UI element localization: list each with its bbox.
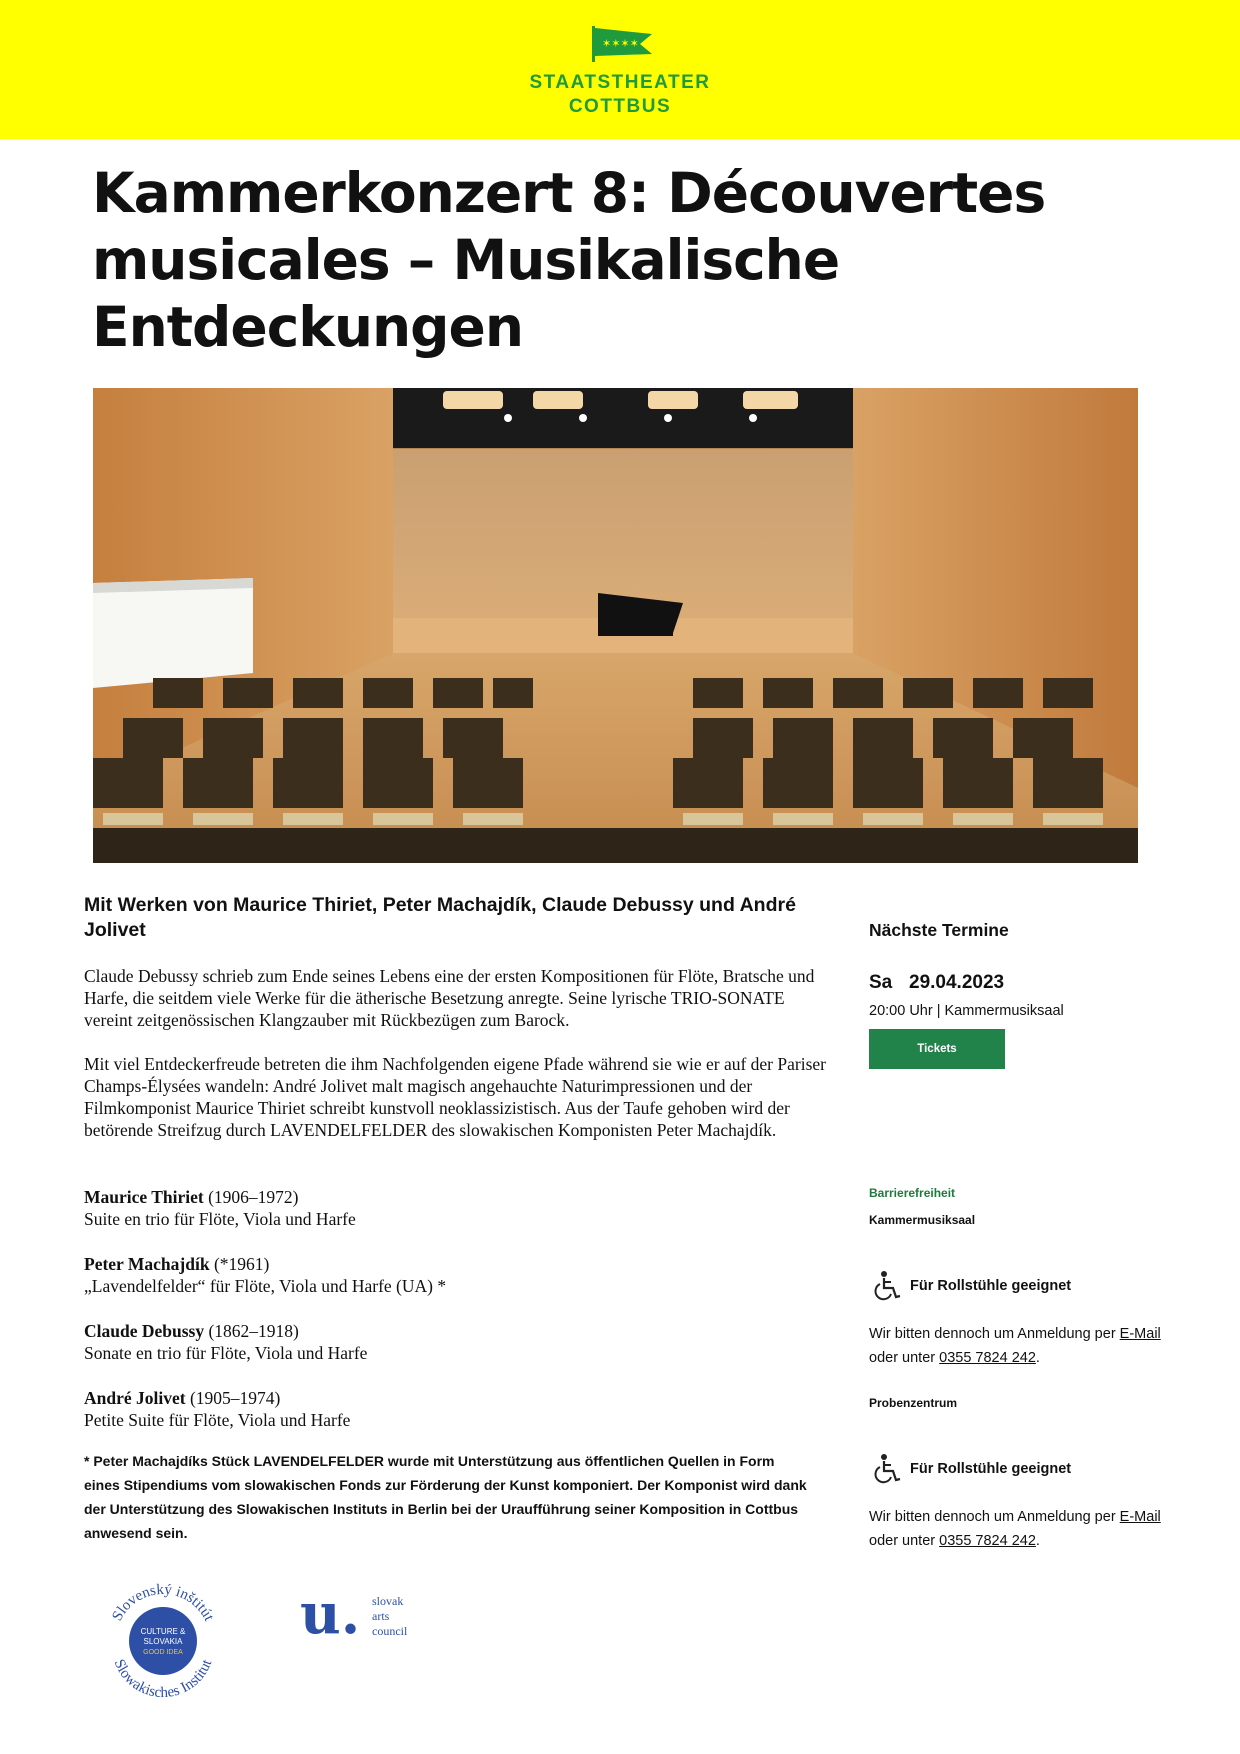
si-bottom-arc: Slowakisches Institut (110, 1657, 216, 1702)
si-top-arc: Slovenský inštitút (109, 1581, 217, 1624)
intro-paragraph-2: Mit viel Entdeckerfreude betreten die ihm Nachfolgenden eigene Pfade während sie wie er auf der Pariser Champs-Élysées wandeln: André Jolivet malt magisch angehauchte Naturimpressionen und der Filmkomponist Maurice Thiriet schreibt kunstvoll neoklassizistisch. Aus der Taufe gehoben wird der betörende Streifzug durch LAVENDELFELDER des slowakischen Komponisten Peter Machajdík. (84, 1054, 826, 1140)
wheelchair-icon (873, 1453, 903, 1485)
event-time-venue: 20:00 Uhr | Kammermusiksaal (869, 1003, 1064, 1019)
program-item (84, 1186, 644, 1230)
registration-note (869, 1505, 1169, 1553)
piece-title: Sonate en trio für Flöte, Viola und Harfe (84, 1343, 368, 1363)
piece-title: „Lavendelfelder“ für Flöte, Viola und Harfe (UA) * (84, 1276, 447, 1296)
venue-name: Probenzentrum (869, 1396, 958, 1410)
footnote: * Peter Machajdíks Stück LAVENDELFELDER wurde mit Unterstützung aus öffentlichen Quellen in Form eines Stipendiums vom slowakischen Fonds zur Förderung der Kunst komponiert. Der Komponist wird dank der Unterstützung des Slowakischen Instituts in Berlin bei der Uraufführung seiner Komposition in Cottbus anwesend sein. (84, 1453, 807, 1541)
si-center-line-2: SLOVAKIA (143, 1637, 183, 1646)
flag-icon (590, 24, 656, 64)
wheelchair-label: Für Rollstühle geeignet (910, 1278, 1072, 1294)
phone-link[interactable]: 0355 7824 242 (939, 1533, 1036, 1549)
svg-text:✶✶✶✶: ✶✶✶✶ (602, 37, 639, 50)
composer-name: Maurice Thiriet (84, 1187, 204, 1207)
sac-wordmark (372, 1594, 407, 1639)
logo-line-2: COTTBUS (568, 96, 672, 117)
header-banner (0, 0, 1240, 139)
piece-title: Petite Suite für Flöte, Viola und Harfe (84, 1410, 351, 1430)
note-middle: oder unter (869, 1350, 940, 1366)
logo-line-1: STAATSTHEATER (529, 72, 711, 93)
slovak-institute-logo (98, 1576, 228, 1706)
wheelchair-label: Für Rollstühle geeignet (910, 1461, 1072, 1477)
sac-line-2: arts (372, 1609, 390, 1623)
composer-dates: (*1961) (213, 1254, 270, 1274)
composer-name: Claude Debussy (84, 1321, 205, 1341)
program-item (84, 1253, 644, 1297)
wheelchair-info (873, 1270, 1173, 1304)
wheelchair-icon (873, 1270, 903, 1302)
concert-hall-photo (93, 388, 1138, 863)
program-item (84, 1320, 644, 1364)
tickets-button[interactable]: Tickets (869, 1029, 1005, 1069)
composer-dates: (1862–1918) (208, 1321, 299, 1341)
accessibility-heading: Barrierefreiheit (869, 1186, 956, 1200)
composer-name: André Jolivet (84, 1388, 186, 1408)
email-link[interactable]: E-Mail (1119, 1326, 1161, 1342)
event-date-value: 29.04.2023 (909, 972, 1005, 993)
si-center-line-1: CULTURE & (140, 1627, 186, 1636)
phone-link[interactable]: 0355 7824 242 (939, 1350, 1036, 1366)
note-suffix: . (1035, 1533, 1040, 1549)
intro-heading: Mit Werken von Maurice Thiriet, Peter Machajdík, Claude Debussy und André Jolivet (84, 894, 796, 941)
composer-dates: (1905–1974) (189, 1388, 281, 1408)
note-prefix: Wir bitten dennoch um Anmeldung per (869, 1509, 1120, 1525)
page-title: Kammerkonzert 8: Découvertes musicales – Musikalische Entdeckungen (92, 161, 1046, 359)
sac-line-1: slovak (372, 1594, 404, 1608)
piece-title: Suite en trio für Flöte, Viola und Harfe (84, 1209, 356, 1229)
sac-mark: u. (300, 1581, 361, 1647)
wheelchair-info (873, 1453, 1173, 1487)
registration-note (869, 1322, 1169, 1370)
event-date (869, 972, 1004, 994)
note-prefix: Wir bitten dennoch um Anmeldung per (869, 1326, 1120, 1342)
si-center-line-3: GOOD IDEA (143, 1649, 183, 1656)
note-suffix: . (1035, 1350, 1040, 1366)
event-day: Sa (869, 972, 893, 993)
staatstheater-logo[interactable] (520, 24, 720, 124)
next-dates-title: Nächste Termine (869, 920, 1009, 940)
intro-paragraph-1: Claude Debussy schrieb zum Ende seines Lebens eine der ersten Kompositionen für Flöte, Bratsche und Harfe, die seitdem viele Werke für die ätherische Besetzung anregte. Seine lyrische TRIO-SONATE vereint zeitgenössischen Klangzauber mit Rückbezügen zum Barock. (84, 966, 815, 1030)
composer-dates: (1906–1972) (208, 1187, 299, 1207)
note-middle: oder unter (869, 1533, 940, 1549)
slovak-arts-council-logo (300, 1581, 440, 1650)
sac-line-3: council (372, 1624, 408, 1638)
email-link[interactable]: E-Mail (1119, 1509, 1161, 1525)
composer-name: Peter Machajdík (84, 1254, 210, 1274)
program-item (84, 1387, 644, 1431)
venue-name: Kammermusiksaal (869, 1213, 976, 1227)
